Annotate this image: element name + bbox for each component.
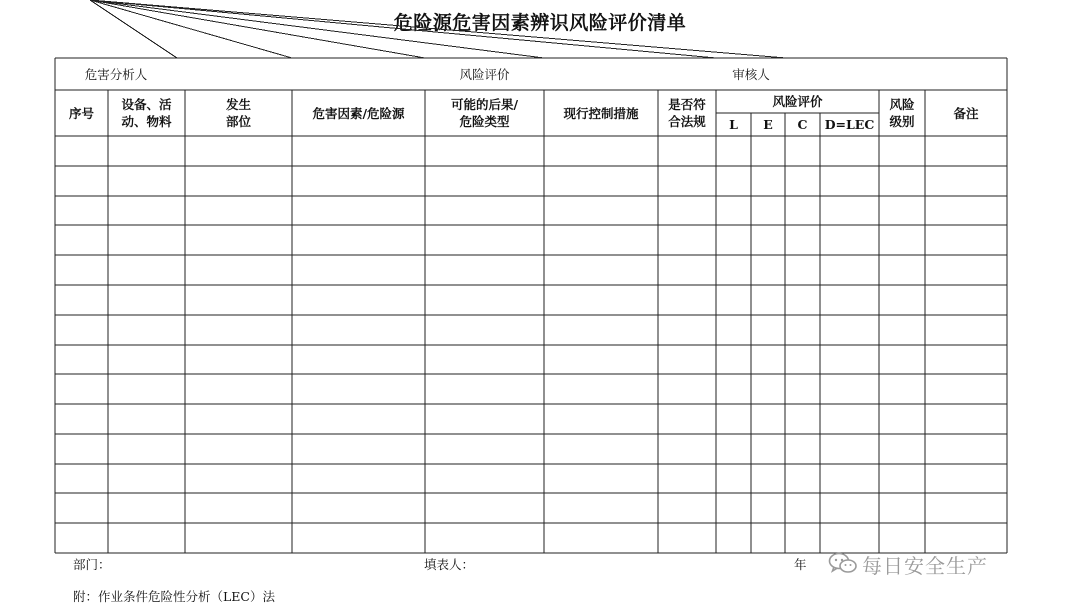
table-cell[interactable] xyxy=(658,345,716,374)
table-cell[interactable] xyxy=(820,404,879,434)
table-cell[interactable] xyxy=(544,493,658,523)
table-cell[interactable] xyxy=(292,136,425,166)
table-cell[interactable] xyxy=(108,523,185,553)
table-cell[interactable] xyxy=(785,404,820,434)
table-cell[interactable] xyxy=(716,136,751,166)
table-cell[interactable] xyxy=(658,225,716,255)
table-cell[interactable] xyxy=(544,196,658,225)
table-cell[interactable] xyxy=(292,464,425,493)
lec-note: 附：作业条件危险性分析（LEC）法 xyxy=(73,589,275,604)
table-cell[interactable] xyxy=(658,464,716,493)
table-cell[interactable] xyxy=(785,345,820,374)
table-cell[interactable] xyxy=(785,523,820,553)
table-cell[interactable] xyxy=(425,285,544,315)
table-cell[interactable] xyxy=(751,315,785,345)
col-header-consequence: 可能的后果/ 危险类型 xyxy=(450,97,519,129)
table-cell[interactable] xyxy=(425,434,544,464)
table-cell[interactable] xyxy=(716,345,751,374)
table-cell[interactable] xyxy=(55,255,108,285)
table-cell[interactable] xyxy=(925,196,1007,225)
table-cell[interactable] xyxy=(820,523,879,553)
table-cell[interactable] xyxy=(785,434,820,464)
table-cell[interactable] xyxy=(425,315,544,345)
table-cell[interactable] xyxy=(879,285,925,315)
table-cell[interactable] xyxy=(55,285,108,315)
table-cell[interactable] xyxy=(544,285,658,315)
table-cell[interactable] xyxy=(716,166,751,196)
table-cell[interactable] xyxy=(55,345,108,374)
col-header-equipment: 设备、活 动、物料 xyxy=(121,97,172,129)
table-cell[interactable] xyxy=(820,374,879,404)
table-cell[interactable] xyxy=(425,464,544,493)
table-cell[interactable] xyxy=(292,493,425,523)
table-cell[interactable] xyxy=(879,374,925,404)
table-cell[interactable] xyxy=(785,315,820,345)
table-cell[interactable] xyxy=(751,464,785,493)
table-cell[interactable] xyxy=(658,136,716,166)
table-cell[interactable] xyxy=(292,225,425,255)
col-header-c: C xyxy=(797,117,808,132)
table-cell[interactable] xyxy=(785,374,820,404)
table-cell[interactable] xyxy=(785,196,820,225)
table-cell[interactable] xyxy=(55,404,108,434)
table-cell[interactable] xyxy=(55,464,108,493)
table-cell[interactable] xyxy=(820,225,879,255)
table-cell[interactable] xyxy=(185,166,292,196)
table-cell[interactable] xyxy=(108,166,185,196)
table-cell[interactable] xyxy=(925,434,1007,464)
table-cell[interactable] xyxy=(716,255,751,285)
col-header-risk-eval: 风险评价 xyxy=(772,94,823,109)
table-cell[interactable] xyxy=(292,255,425,285)
col-header-no: 序号 xyxy=(68,105,94,121)
table-cell[interactable] xyxy=(785,136,820,166)
watermark-text: 每日安全生产 xyxy=(862,554,988,578)
table-cell[interactable] xyxy=(751,493,785,523)
table-cell[interactable] xyxy=(925,523,1007,553)
table-cell[interactable] xyxy=(55,196,108,225)
table-cell[interactable] xyxy=(716,285,751,315)
table-cell[interactable] xyxy=(658,196,716,225)
table-cell[interactable] xyxy=(658,434,716,464)
table-cell[interactable] xyxy=(108,404,185,434)
table-cell[interactable] xyxy=(658,285,716,315)
filler-label: 填表人： xyxy=(424,557,475,572)
table-cell[interactable] xyxy=(716,404,751,434)
table-cell[interactable] xyxy=(425,136,544,166)
evaluation-value[interactable] xyxy=(544,58,716,90)
table-cell[interactable] xyxy=(820,136,879,166)
table-cell[interactable] xyxy=(55,166,108,196)
table-cell[interactable] xyxy=(185,434,292,464)
col-header-d: D=LEC xyxy=(824,117,875,132)
table-cell[interactable] xyxy=(185,225,292,255)
table-cell[interactable] xyxy=(751,166,785,196)
table-cell[interactable] xyxy=(820,285,879,315)
col-header-compliance: 是否符 合法规 xyxy=(668,97,706,129)
table-cell[interactable] xyxy=(820,196,879,225)
table-cell[interactable] xyxy=(55,493,108,523)
table-cell[interactable] xyxy=(292,434,425,464)
table-cell[interactable] xyxy=(108,315,185,345)
table-cell[interactable] xyxy=(292,523,425,553)
table-cell[interactable] xyxy=(185,464,292,493)
table-cell[interactable] xyxy=(925,493,1007,523)
col-header-e: E xyxy=(763,117,773,132)
table-cell[interactable] xyxy=(292,166,425,196)
table-cell[interactable] xyxy=(820,434,879,464)
col-header-location: 发生 部位 xyxy=(225,97,251,129)
table-cell[interactable] xyxy=(751,285,785,315)
table-cell[interactable] xyxy=(751,225,785,255)
wechat-icon xyxy=(828,551,858,579)
table-cell[interactable] xyxy=(785,255,820,285)
table-cell[interactable] xyxy=(751,374,785,404)
table-cell[interactable] xyxy=(55,434,108,464)
table-cell[interactable] xyxy=(716,315,751,345)
table-cell[interactable] xyxy=(879,315,925,345)
table-cell[interactable] xyxy=(185,196,292,225)
table-cell[interactable] xyxy=(925,285,1007,315)
table-cell[interactable] xyxy=(544,464,658,493)
col-header-hazard: 危害因素/危险源 xyxy=(312,105,405,121)
table-cell[interactable] xyxy=(716,196,751,225)
table-cell[interactable] xyxy=(185,315,292,345)
table-cell[interactable] xyxy=(108,225,185,255)
table-cell[interactable] xyxy=(425,345,544,374)
table-cell[interactable] xyxy=(879,196,925,225)
table-cell[interactable] xyxy=(879,523,925,553)
table-cell[interactable] xyxy=(785,464,820,493)
table-cell[interactable] xyxy=(292,374,425,404)
table-cell[interactable] xyxy=(55,315,108,345)
table-cell[interactable] xyxy=(425,166,544,196)
table-cell[interactable] xyxy=(292,404,425,434)
table-cell[interactable] xyxy=(658,404,716,434)
grid-line xyxy=(90,0,716,58)
table-cell[interactable] xyxy=(925,225,1007,255)
table-cell[interactable] xyxy=(785,225,820,255)
table-cell[interactable] xyxy=(544,255,658,285)
table-cell[interactable] xyxy=(716,464,751,493)
table-cell[interactable] xyxy=(425,196,544,225)
page-title: 危险源危害因素辨识风险评价清单 xyxy=(393,12,687,34)
table-cell[interactable] xyxy=(55,136,108,166)
table-cell[interactable] xyxy=(185,493,292,523)
table-cell[interactable] xyxy=(55,374,108,404)
table-cell[interactable] xyxy=(716,374,751,404)
reviewer-value[interactable] xyxy=(786,58,1007,90)
year-label: 年 xyxy=(794,557,807,572)
table-cell[interactable] xyxy=(716,493,751,523)
table-cell[interactable] xyxy=(544,166,658,196)
analyst-value[interactable] xyxy=(177,58,425,90)
table-cell[interactable] xyxy=(108,285,185,315)
table-cell[interactable] xyxy=(108,255,185,285)
watermark xyxy=(828,550,988,579)
table-cell[interactable] xyxy=(185,404,292,434)
table-cell[interactable] xyxy=(925,315,1007,345)
department-label: 部门： xyxy=(73,557,111,572)
table-cell[interactable] xyxy=(785,166,820,196)
table-cell[interactable] xyxy=(425,404,544,434)
evaluation-label: 风险评价 xyxy=(459,66,510,82)
table-cell[interactable] xyxy=(108,136,185,166)
table-cell[interactable] xyxy=(658,523,716,553)
table-cell[interactable] xyxy=(108,374,185,404)
table-cell[interactable] xyxy=(879,225,925,255)
table-cell[interactable] xyxy=(425,225,544,255)
table-cell[interactable] xyxy=(425,374,544,404)
table-cell[interactable] xyxy=(108,196,185,225)
col-header-l: L xyxy=(729,117,738,132)
table-cell[interactable] xyxy=(658,493,716,523)
col-header-control: 现行控制措施 xyxy=(563,105,639,121)
table-cell[interactable] xyxy=(108,493,185,523)
table-cell[interactable] xyxy=(820,255,879,285)
table-cell[interactable] xyxy=(925,136,1007,166)
table-cell[interactable] xyxy=(544,225,658,255)
table-cell[interactable] xyxy=(785,285,820,315)
table-cell[interactable] xyxy=(925,404,1007,434)
table-cell[interactable] xyxy=(185,374,292,404)
table-cell[interactable] xyxy=(751,345,785,374)
table-cell[interactable] xyxy=(185,345,292,374)
table-cell[interactable] xyxy=(820,345,879,374)
table-cell[interactable] xyxy=(425,493,544,523)
table-cell[interactable] xyxy=(879,404,925,434)
table-cell[interactable] xyxy=(425,255,544,285)
table-cell[interactable] xyxy=(879,434,925,464)
table-cell[interactable] xyxy=(108,434,185,464)
table-cell[interactable] xyxy=(820,464,879,493)
table-cell[interactable] xyxy=(716,434,751,464)
table-cell[interactable] xyxy=(108,345,185,374)
grid-line xyxy=(90,0,425,58)
table-cell[interactable] xyxy=(716,225,751,255)
table-cell[interactable] xyxy=(292,345,425,374)
table-cell[interactable] xyxy=(544,315,658,345)
grid-line xyxy=(90,0,544,58)
col-header-level: 风险 级别 xyxy=(889,97,915,129)
table-cell[interactable] xyxy=(292,196,425,225)
table-cell[interactable] xyxy=(925,464,1007,493)
table-cell[interactable] xyxy=(879,493,925,523)
table-cell[interactable] xyxy=(658,166,716,196)
table-cell[interactable] xyxy=(820,315,879,345)
table-cell[interactable] xyxy=(751,196,785,225)
table-cell[interactable] xyxy=(820,493,879,523)
table-cell[interactable] xyxy=(879,255,925,285)
table-cell[interactable] xyxy=(658,255,716,285)
table-cell[interactable] xyxy=(185,285,292,315)
col-header-remark: 备注 xyxy=(953,105,979,121)
table-cell[interactable] xyxy=(751,255,785,285)
grid-line xyxy=(90,0,786,58)
table-cell[interactable] xyxy=(716,523,751,553)
table-cell[interactable] xyxy=(544,374,658,404)
table-cell[interactable] xyxy=(751,136,785,166)
table-cell[interactable] xyxy=(925,345,1007,374)
table-cell[interactable] xyxy=(292,285,425,315)
table-cell[interactable] xyxy=(820,166,879,196)
table-cell[interactable] xyxy=(879,464,925,493)
table-cell[interactable] xyxy=(425,523,544,553)
table-cell[interactable] xyxy=(544,434,658,464)
table-cell[interactable] xyxy=(55,225,108,255)
table-cell[interactable] xyxy=(185,255,292,285)
table-cell[interactable] xyxy=(751,523,785,553)
table-cell[interactable] xyxy=(925,166,1007,196)
table-cell[interactable] xyxy=(658,374,716,404)
table-cell[interactable] xyxy=(658,315,716,345)
table-cell[interactable] xyxy=(925,255,1007,285)
table-cell[interactable] xyxy=(785,493,820,523)
table-cell[interactable] xyxy=(544,345,658,374)
table-cell[interactable] xyxy=(544,523,658,553)
table-cell[interactable] xyxy=(751,434,785,464)
grid-line xyxy=(90,0,177,58)
table-cell[interactable] xyxy=(544,136,658,166)
table-cell[interactable] xyxy=(751,404,785,434)
table-cell[interactable] xyxy=(879,136,925,166)
table-cell[interactable] xyxy=(185,136,292,166)
table-cell[interactable] xyxy=(544,404,658,434)
table-cell[interactable] xyxy=(292,315,425,345)
reviewer-label: 审核人 xyxy=(732,66,770,82)
table-cell[interactable] xyxy=(185,523,292,553)
table-cell[interactable] xyxy=(925,374,1007,404)
table-cell[interactable] xyxy=(879,166,925,196)
table-cell[interactable] xyxy=(108,464,185,493)
table-cell[interactable] xyxy=(55,523,108,553)
analyst-label: 危害分析人 xyxy=(84,66,148,82)
table-cell[interactable] xyxy=(879,345,925,374)
